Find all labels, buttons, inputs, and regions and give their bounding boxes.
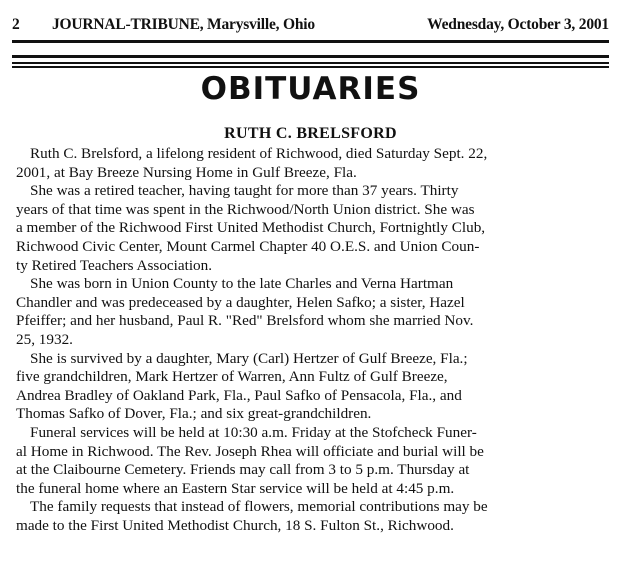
paragraph-line: a member of the Richwood First United Methodist Church, Fortnightly Club, (16, 219, 486, 237)
paragraph-line: 25, 1932. (16, 330, 73, 348)
masthead-rule-top (12, 40, 609, 43)
article-paragraph (16, 424, 605, 498)
paragraph-line: The family requests that instead of flowers, memorial contributions may be (30, 498, 488, 516)
masthead (12, 16, 609, 34)
article-paragraph (16, 275, 605, 349)
issue-date: Wednesday, October 3, 2001 (427, 16, 609, 33)
paragraph-line: She is survived by a daughter, Mary (Carl) Hertzer of Gulf Breeze, Fla.; (30, 349, 468, 367)
paragraph-line: Thomas Safko of Dover, Fla.; and six great-grandchildren. (16, 405, 372, 423)
paragraph-line: five grandchildren, Mark Hertzer of Warren, Ann Fultz of Gulf Breeze, (16, 368, 448, 386)
section-rule-1 (12, 55, 609, 58)
article-paragraph (16, 350, 605, 424)
page-number: 2 (12, 16, 20, 33)
paragraph-line: She was a retired teacher, having taught for more than 37 years. Thirty (30, 182, 459, 200)
paragraph-line: She was born in Union County to the late Charles and Verna Hartman (30, 275, 454, 293)
paragraph-line: Richwood Civic Center, Mount Carmel Chapter 40 O.E.S. and Union Coun- (16, 237, 480, 255)
section-title: OBITUARIES (200, 71, 421, 107)
obituary-article (16, 125, 605, 535)
paper-name: JOURNAL-TRIBUNE, Marysville, Ohio (52, 16, 315, 33)
section-rule-2 (12, 62, 609, 64)
paragraph-line: ty Retired Teachers Association. (16, 256, 213, 274)
paragraph-line: Pfeiffer; and her husband, Paul R. "Red" Brelsford whom she married Nov. (16, 312, 474, 330)
paragraph-line: 2001, at Bay Breeze Nursing Home in Gulf Breeze, Fla. (16, 163, 357, 181)
paragraph-line: Ruth C. Brelsford, a lifelong resident of Richwood, died Saturday Sept. 22, (30, 145, 488, 162)
article-paragraph (16, 182, 605, 275)
paragraph-line: al Home in Richwood. The Rev. Joseph Rhea will officiate and burial will be (16, 442, 484, 460)
paragraph-line: made to the First United Methodist Church, 18 S. Fulton St., Richwood. (16, 516, 454, 534)
paragraph-line: Chandler and was predeceased by a daughter, Helen Safko; a sister, Hazel (16, 293, 465, 311)
paragraph-line: at the Claibourne Cemetery. Friends may call from 3 to 5 p.m. Thursday at (16, 461, 470, 479)
article-headline: RUTH C. BRELSFORD (224, 125, 397, 142)
article-paragraph (16, 498, 605, 535)
paragraph-line: Funeral services will be held at 10:30 a.m. Friday at the Stofcheck Funer- (30, 423, 477, 441)
paragraph-line: the funeral home where an Eastern Star service will be held at 4:45 p.m. (16, 479, 455, 497)
article-paragraph (16, 145, 605, 182)
paragraph-line: Andrea Bradley of Oakland Park, Fla., Paul Safko of Pensacola, Fla., and (16, 386, 462, 404)
section-rule-3 (12, 66, 609, 68)
paragraph-line: years of that time was spent in the Richwood/North Union district. She was (16, 200, 475, 218)
article-body (16, 145, 605, 535)
